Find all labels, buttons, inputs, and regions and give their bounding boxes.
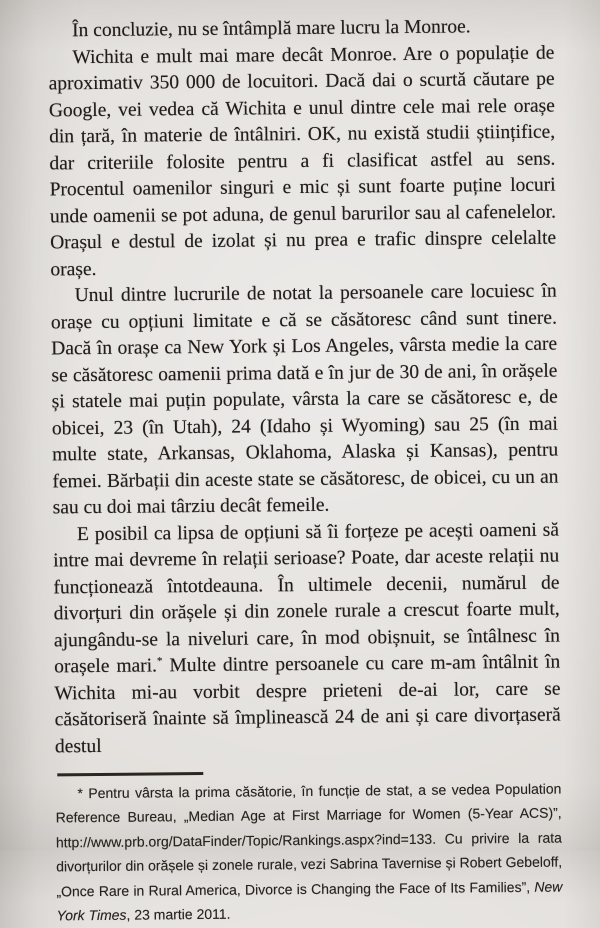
book-page [48,14,563,928]
paragraph-marriage-age: Unul dintre lucrurile de notat la persoanele care locuiesc în orașe cu opțiuni limitate e că se căsătoresc când sunt tinere. Dacă în orașe ca New York și Los Angeles, vârsta medie la care se căsătoresc oamenii prima dată e în jur de 30 de ani, în orășele și statele mai puțin populate, vârsta la care se căsătoresc e, de obicei, 23 (în Utah), 24 (Idaho și Wyoming) sau 25 (în mai multe state, Arkansas, Oklahoma, Alaska și Kansas), pentru femei. Bărbații din aceste state se căsătoresc, de obicei, cu un an sau cu doi mai târziu decât femeile. [50,280,559,519]
paragraph-conclusion-monroe: În concluzie, nu se întâmplă mare lucru la Monroe. [72,16,471,42]
footnote-text: Pentru vârsta la prima căsătorie, în funcție de stat, a se vedea Population Reference Bureau, „Median Age at First Marriage for Women (5-Year ACS)”, http://www.prb.org/DataFinder/Topic/Rankings.aspx?ind=133. Cu privire la rata divorțurilor din orășele și zonele rurale, vezi Sabrina Tavernise și Robert Gebeloff, „Once Rare in Rural America, Divorce is Changing the Face of Its Families”, [55,780,563,899]
footnote-separator-rule [57,772,203,776]
paragraph-divorce-continuation: Multe dintre persoanele cu care m-am întâlnit în Wichita mi-au vorbit despre prieteni de-ai lor, care se căsătoriseră înainte să împlinească 24 de ani și care divorțaseră destul [54,651,561,757]
footnote-publication-title: New York Times [56,878,563,924]
footnote-reference-marker: * [156,655,163,668]
footnote-marker: * [77,784,83,801]
paragraph-wichita-description: Wichita e mult mai mare decât Monroe. Are o populație de aproximativ 350 000 de locuitori. Dacă dai o scurtă căutare pe Google, vei vedea că Wichita e unul dintre cele mai rele orașe din țară, în materie de întâlniri. OK, nu există studii științifice, dar criteriile folosite pentru a fi clasificat astfel au sens. Procentul oamenilor singuri e mic și sunt foarte puține locuri unde oamenii se pot aduna, de genul barurilor sau al cafenelelor. Orașul e destul de izolat și nu prea e trafic dinspre celelalte orașe. [48,42,557,280]
paragraph-divorce-rates [53,517,561,760]
paragraph-divorce-text: E posibil ca lipsa de opțiuni să îi forțeze pe acești oameni să intre mai devreme în relații serioase? Poate, dar aceste relații nu funcționează întotdeauna. În ultimele decenii, numărul de divorțuri din orășele și din zonele rurale a crescut foarte mult, ajungându-se la niveluri care, în mod obișnuit, se întâlnesc în orașele mari. [53,519,561,678]
footnote [55,776,562,928]
footnote-text-end: , 23 martie 2011. [126,905,231,923]
